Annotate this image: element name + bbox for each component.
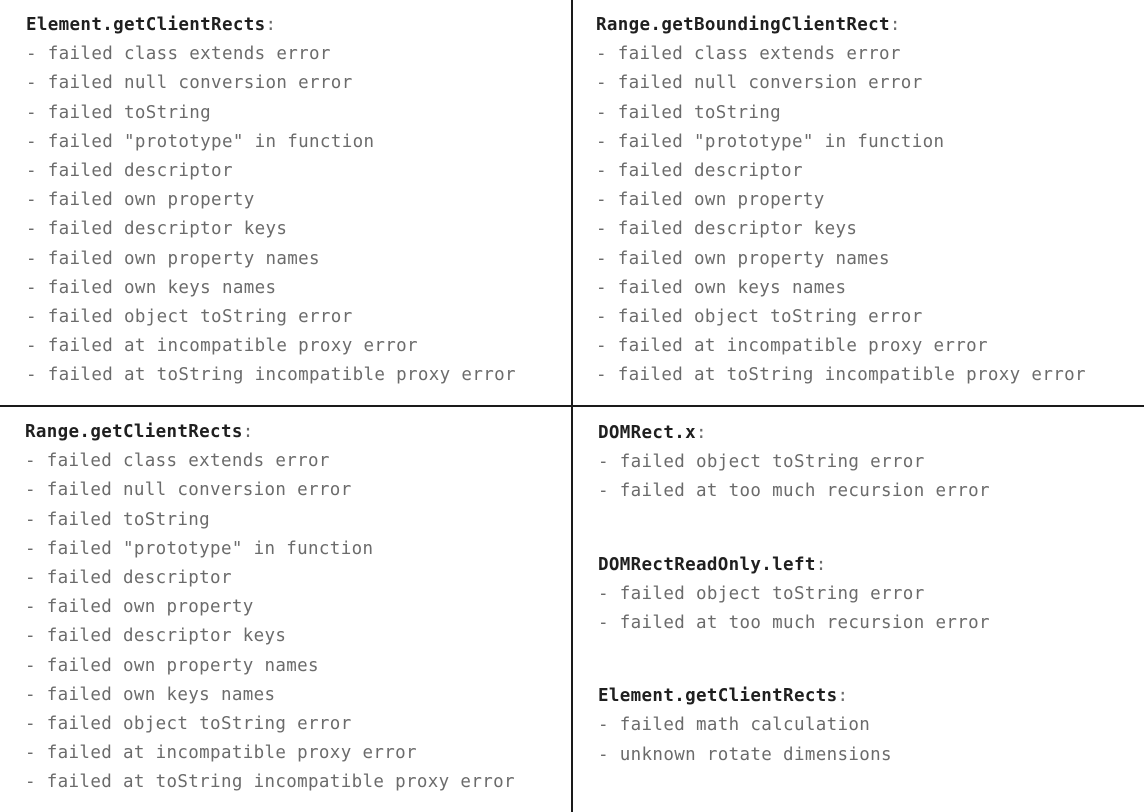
api-name: Range.getClientRects — [25, 422, 243, 442]
check-group — [598, 551, 990, 639]
check-result-item: - failed toString — [25, 509, 211, 530]
api-name-colon: : — [837, 686, 849, 707]
api-heading — [596, 11, 1086, 40]
check-result-item: - failed own keys names — [26, 277, 277, 298]
check-result-item: - failed at incompatible proxy error — [26, 336, 418, 357]
check-result-item: - failed object toString error — [596, 306, 923, 327]
check-result-item: - failed class extends error — [596, 44, 901, 65]
panel-bottom-right — [598, 419, 990, 770]
check-group — [25, 418, 515, 797]
api-name-colon: : — [889, 15, 901, 35]
horizontal-divider — [0, 405, 1144, 407]
api-name-colon: : — [695, 423, 707, 443]
panel-top-right — [596, 11, 1086, 390]
check-result-item: - failed object toString error — [25, 713, 352, 734]
check-result-item: - failed "prototype" in function — [26, 131, 375, 152]
check-group — [26, 11, 516, 390]
check-result-item: - failed own keys names — [25, 684, 276, 705]
api-name: Element.getClientRects — [598, 686, 838, 707]
check-result-item: - failed at toString incompatible proxy error — [596, 365, 1086, 386]
check-result-item: - failed own property — [596, 190, 825, 211]
check-result-item: - failed object toString error — [598, 583, 925, 604]
api-heading — [598, 551, 990, 580]
check-result-item: - failed null conversion error — [25, 480, 352, 501]
api-name-colon: : — [242, 422, 254, 442]
check-result-item: - failed math calculation — [598, 715, 871, 736]
check-result-item: - failed null conversion error — [26, 73, 353, 94]
check-result-item: - failed at too much recursion error — [598, 612, 990, 633]
check-result-item: - failed descriptor keys — [596, 219, 858, 240]
check-result-item: - unknown rotate dimensions — [598, 744, 892, 765]
api-name: DOMRect.x — [598, 423, 696, 443]
check-result-item: - failed descriptor — [25, 567, 232, 588]
check-result-item: - failed "prototype" in function — [25, 538, 374, 559]
api-name: DOMRectReadOnly.left — [598, 554, 816, 575]
check-result-item: - failed own keys names — [596, 277, 847, 298]
api-heading — [598, 419, 990, 448]
api-heading — [598, 682, 990, 711]
check-result-item: - failed at incompatible proxy error — [25, 743, 417, 764]
api-name-colon: : — [265, 15, 277, 35]
check-result-item: - failed at toString incompatible proxy error — [25, 772, 515, 793]
check-result-item: - failed object toString error — [26, 306, 353, 327]
api-heading — [25, 418, 515, 447]
check-group — [596, 11, 1086, 390]
api-name-colon: : — [815, 554, 827, 575]
panel-bottom-left — [25, 418, 515, 797]
check-result-item: - failed object toString error — [598, 452, 925, 473]
check-result-item: - failed at too much recursion error — [598, 481, 990, 502]
check-result-item: - failed "prototype" in function — [596, 131, 945, 152]
check-result-item: - failed own property names — [26, 248, 320, 269]
check-result-item: - failed own property names — [25, 655, 319, 676]
api-name: Range.getBoundingClientRect — [596, 15, 890, 35]
check-result-item: - failed own property names — [596, 248, 890, 269]
check-result-item: - failed descriptor keys — [26, 219, 288, 240]
check-result-item: - failed descriptor — [26, 160, 233, 181]
check-group — [598, 682, 990, 770]
check-result-item: - failed at toString incompatible proxy error — [26, 365, 516, 386]
check-group — [598, 419, 990, 507]
check-result-item: - failed own property — [25, 597, 254, 618]
check-result-item: - failed null conversion error — [596, 73, 923, 94]
panel-top-left — [26, 11, 516, 390]
check-result-item: - failed descriptor keys — [25, 626, 287, 647]
check-result-item: - failed own property — [26, 190, 255, 211]
check-result-item: - failed toString — [596, 102, 782, 123]
check-result-item: - failed class extends error — [25, 451, 330, 472]
check-result-item: - failed descriptor — [596, 160, 803, 181]
check-result-item: - failed toString — [26, 102, 212, 123]
check-result-item: - failed class extends error — [26, 44, 331, 65]
check-result-item: - failed at incompatible proxy error — [596, 336, 988, 357]
api-name: Element.getClientRects — [26, 15, 266, 35]
api-heading — [26, 11, 516, 40]
